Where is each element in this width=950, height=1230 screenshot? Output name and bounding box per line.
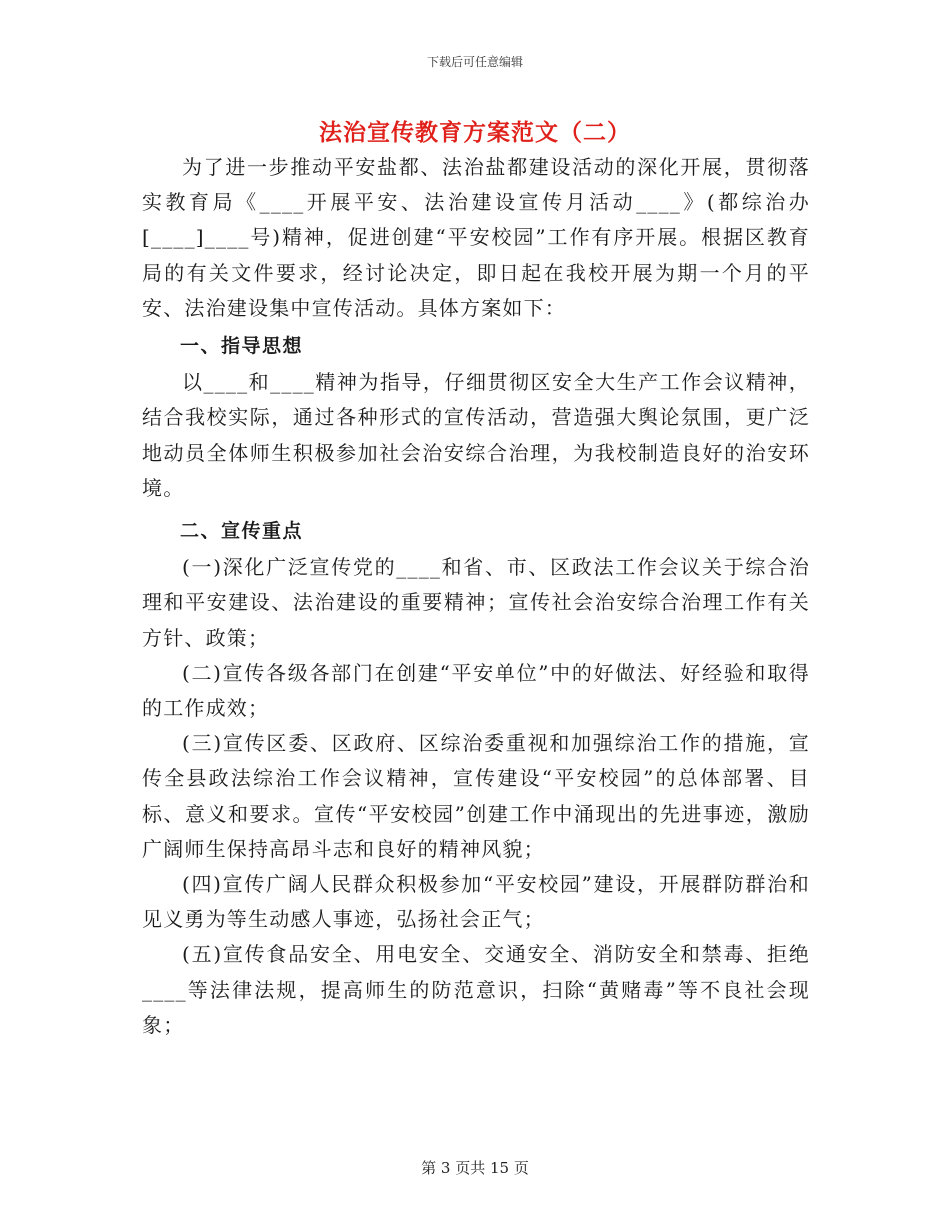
publicity-item: (二)宣传各级各部门在创建“平安单位”中的好做法、好经验和取得的工作成效； xyxy=(142,660,810,721)
guiding-ideology-paragraph: 以____和____精神为指导，仔细贯彻区安全大生产工作会议精神，结合我校实际，通过各种形式的宣传活动，营造强大舆论氛围，更广泛地动员全体师生积极参加社会治安综合治理，为我校制造良好的治安环境。 xyxy=(142,370,810,500)
publicity-item: (五)宣传食品安全、用电安全、交通安全、消防安全和禁毒、拒绝____等法律法规，提高师生的防范意识，扫除“黄赌毒”等不良社会现象； xyxy=(142,942,810,1037)
publicity-item: (四)宣传广阔人民群众积极参加“平安校园”建设，开展群防群治和见义勇为等生动感人事迹，弘扬社会正气； xyxy=(142,872,810,932)
page-number: 第 3 页共 15 页 xyxy=(421,1159,529,1177)
section-heading-guiding-ideology: 一、指导思想 xyxy=(180,335,304,358)
publicity-item: (三)宣传区委、区政府、区综治委重视和加强综治工作的措施，宣传全县政法综治工作会议精神，宣传建设“平安校园”的总体部署、目标、意义和要求。宣传“平安校园”创建工作中涌现出的先进事迹，激励广阔师生保持高昂斗志和良好的精神风貌； xyxy=(142,731,810,861)
document-body xyxy=(142,150,810,1043)
header-note: 下载后可任意编辑 xyxy=(426,55,523,69)
document-title: 法治宣传教育方案范文（二） xyxy=(319,119,631,146)
section-heading-publicity-focus: 二、宣传重点 xyxy=(180,520,304,543)
intro-paragraph: 为了进一步推动平安盐都、法治盐都建设活动的深化开展，贯彻落实教育局《____开展平安、法治建设宣传月活动____》(都综治办[____]____号)精神，促进创建“平安校园”工作有序开展。根据区教育局的有关文件要求，经讨论决定，即日起在我校开展为期一个月的平安、法治建设集中宣传活动。具体方案如下： xyxy=(142,155,810,320)
publicity-item: (一)深化广泛宣传党的____和省、市、区政法工作会议关于综合治理和平安建设、法治建设的重要精神；宣传社会治安综合治理工作有关方针、政策； xyxy=(142,555,810,650)
